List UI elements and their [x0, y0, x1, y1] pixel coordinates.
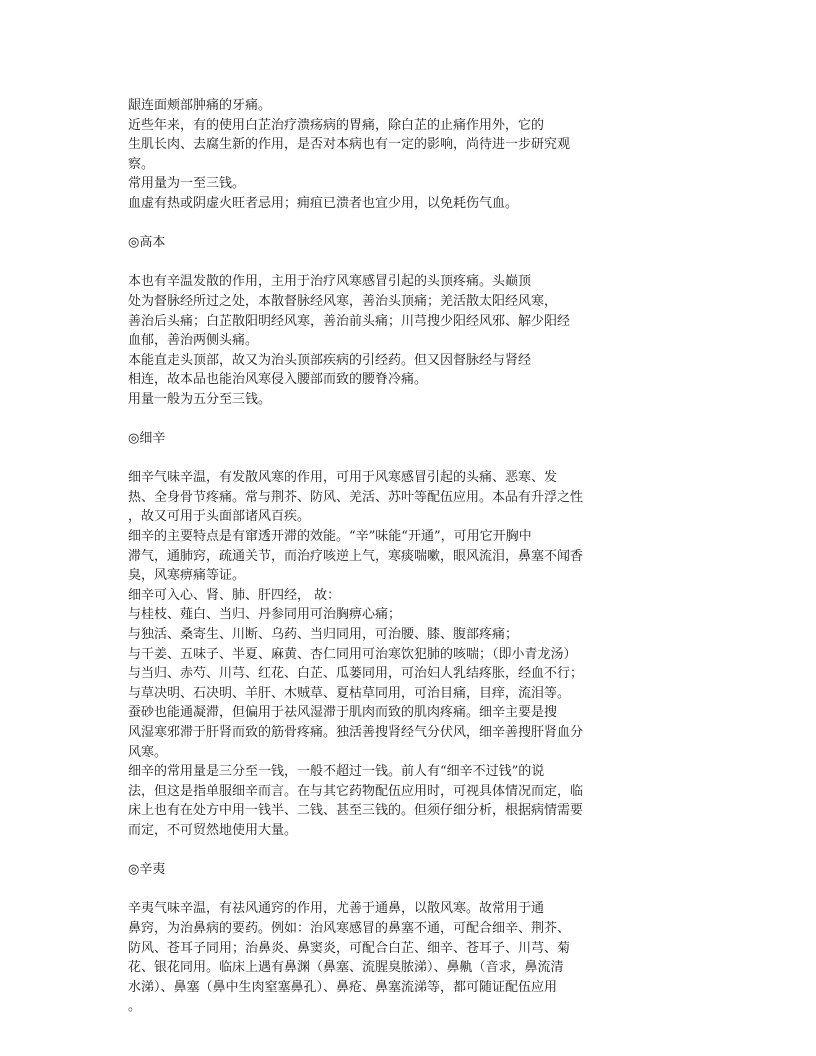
- text-line: 细辛气味辛温，有发散风寒的作用，可用于风寒感冒引起的头痛、恶寒、发: [128, 470, 558, 486]
- text-line: 细辛的主要特点是有窜透开滞的效能。“辛”味能“开通”，可用它开胸中: [128, 529, 532, 545]
- spacer: [128, 214, 628, 234]
- text-line: 与当归、赤芍、川芎、红花、白芷、瓜蒌同用，可治妇人乳结疼胀，经血不行；: [128, 666, 584, 682]
- text-line: 血郁，善治两侧头痛。: [128, 333, 259, 349]
- text-line: 风湿寒邪滞于肝肾而致的筋骨疼痛。独活善搜肾经气分伏风，细辛善搜肝肾血分: [128, 725, 584, 740]
- section-heading: ◎高本: [128, 235, 166, 251]
- text-line: ，故又可用于头面部诸风百疾。: [128, 509, 311, 525]
- text-line: 善治后头痛；白芷散阳明经风寒，善治前头痛；川芎搜少阳经风邪、解少阳经: [128, 313, 571, 329]
- text-line: 与桂枝、薤白、当归、丹参同用可治胸痹心痛；: [128, 607, 402, 623]
- text-line: 鼻窍，为治鼻病的要药。例如：治风寒感冒的鼻塞不通，可配合细辛、荆芥、: [128, 920, 571, 936]
- text-line: 处为督脉经所过之处，本散督脉经风寒，善治头顶痛；羌活散太阳经风寒，: [128, 293, 558, 309]
- text-line: 与干姜、五味子、半夏、麻黄、杏仁同用可治寒饮犯肺的咳喘；（即小青龙汤）: [128, 646, 577, 662]
- section-heading: ◎辛夷: [128, 862, 166, 878]
- text-line: 常用量为一至三钱。: [128, 176, 246, 192]
- document-page: [128, 96, 628, 1017]
- text-line: 蚕砂也能通凝滞，但偏用于祛风湿滞于肌肉而致的肌肉疼痛。细辛主要是搜: [128, 705, 558, 721]
- section-baizhi-tail: [128, 96, 628, 214]
- section-xinyi: [128, 860, 628, 1017]
- text-line: 与独活、桑寄生、川断、乌药、当归同用，可治腰、膝、腹部疼痛；: [128, 627, 519, 643]
- text-line: 辛夷气味辛温，有祛风通窍的作用，尤善于通鼻，以散风寒。故常用于通: [128, 901, 545, 917]
- text-line: 热、全身骨节疼痛。常与荆芥、防风、羌活、苏叶等配伍应用。本品有升浮之性: [128, 489, 584, 505]
- text-line: 生肌长肉、去腐生新的作用，是否对本病也有一定的影响，尚待进一步研究观: [128, 137, 571, 153]
- text-line: 察。: [128, 156, 155, 172]
- section-heading: ◎细辛: [128, 431, 166, 447]
- text-line: 用量一般为五分至三钱。: [128, 391, 272, 407]
- spacer: [128, 841, 628, 861]
- text-line: 滞气，通肺窍，疏通关节，而治疗咳逆上气，寒痰喘嗽，眼风流泪，鼻塞不闻香: [128, 548, 584, 564]
- text-line: 血虚有热或阴虚火旺者忌用；痈疽已溃者也宜少用，以免耗伤气血。: [128, 195, 519, 211]
- text-line: 本也有辛温发散的作用，主用于治疗风寒感冒引起的头顶疼痛。头巅顶: [128, 274, 532, 290]
- text-line: 近些年来，有的使用白芷治疗溃疡病的胃痛，除白芷的止痛作用外，它的: [128, 117, 545, 133]
- text-line: 。: [128, 999, 142, 1015]
- spacer: [128, 410, 628, 430]
- text-line: 臭，风寒痹痛等证。: [128, 568, 246, 584]
- text-line: 花、银花同用。临床上遇有鼻渊（鼻塞、流腥臭脓涕）、鼻鼽（音求，鼻流清: [128, 960, 564, 976]
- text-line: 床上也有在处方中用一钱半、二钱、甚至三钱的。但须仔细分析，根据病情需要: [128, 803, 584, 819]
- text-line: 风寒。: [128, 744, 168, 760]
- text-line: 而定，不可贸然地使用大量。: [128, 822, 298, 838]
- text-line: 与草决明、石决明、羊肝、木贼草、夏枯草同用，可治目痛，目痒，流泪等。: [128, 685, 571, 701]
- spacer: [128, 253, 628, 273]
- spacer: [128, 449, 628, 469]
- text-line: 相连，故本品也能治风寒侵入腰部而致的腰脊冷痛。: [128, 372, 428, 388]
- text-line: 防风、苍耳子同用；治鼻炎、鼻窦炎，可配合白芷、细辛、苍耳子、川芎、菊: [128, 940, 571, 956]
- text-line: 水涕）、鼻塞（鼻中生肉窒塞鼻孔）、鼻疮、鼻塞流涕等，都可随证配伍应用: [128, 979, 558, 995]
- section-gaoben: [128, 233, 628, 409]
- section-xixin: [128, 429, 628, 840]
- text-line: 本能直走头顶部，故又为治头顶部疾病的引经药。但又因督脉经与肾经: [128, 352, 532, 368]
- text-line: 细辛可入心、肾、肺、肝四经， 故：: [128, 587, 341, 603]
- text-line: 细辛的常用量是三分至一钱，一般不超过一钱。前人有“细辛不过钱”的说: [128, 764, 545, 780]
- text-line: 龈连面颊部肿痛的牙痛。: [128, 98, 272, 113]
- text-line: 法，但这是指单服细辛而言。在与其它药物配伍应用时，可视具体情况而定，临: [128, 783, 584, 799]
- spacer: [128, 880, 628, 900]
